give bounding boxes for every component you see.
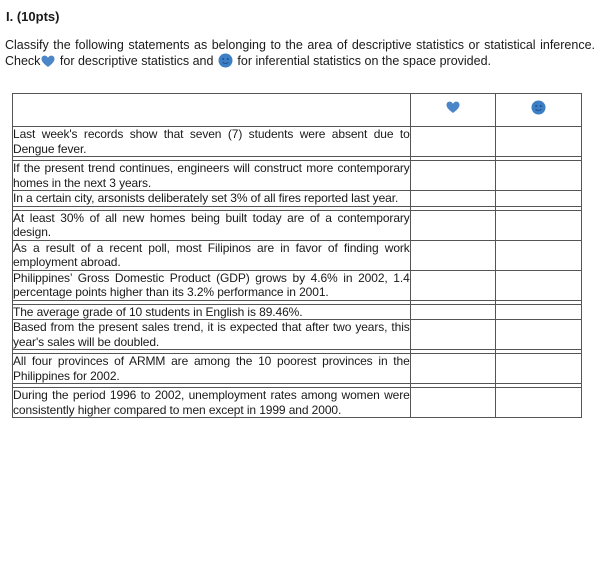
descriptive-answer-cell[interactable]	[410, 240, 495, 270]
table-row	[13, 127, 582, 157]
instructions-part2: for descriptive statistics and	[56, 54, 217, 68]
heart-icon	[446, 101, 460, 114]
statement-text: The average grade of 10 students in English is 89.46%.	[13, 304, 411, 320]
statement-text: If the present trend continues, engineers will construct more contemporary homes in the next 3 years.	[13, 161, 410, 190]
statement-text: Based from the present sales trend, it is expected that after two years, this year's sales will be doubled.	[13, 320, 410, 349]
statement-text: At least 30% of all new homes being built today are of a contemporary design.	[13, 210, 410, 239]
table-row	[13, 191, 582, 207]
table-header-row	[13, 94, 582, 127]
statement-text: In a certain city, arsonists deliberately set 3% of all fires reported last year.	[13, 191, 411, 207]
statement-text: During the period 1996 to 2002, unemployment rates among women were consistently higher compared to men except in 1999 and 2000.	[13, 388, 410, 417]
instructions	[5, 37, 595, 72]
statement-header-cell	[13, 94, 411, 127]
descriptive-answer-cell[interactable]	[410, 161, 495, 191]
inferential-answer-cell[interactable]	[495, 161, 581, 191]
table-row	[13, 354, 582, 384]
section-title: I. (10pts)	[6, 9, 60, 24]
statement-text: Last week's records show that seven (7) students were absent due to Dengue fever.	[13, 127, 410, 156]
descriptive-answer-cell[interactable]	[410, 320, 495, 350]
table-row	[13, 320, 582, 350]
instructions-part1: Classify the following statements as belonging to the area of descriptive statistics or statistical inference. Check	[5, 38, 595, 68]
inferential-answer-cell[interactable]	[495, 304, 581, 320]
inferential-answer-cell[interactable]	[495, 191, 581, 207]
smiley-face-icon	[531, 100, 546, 115]
inferential-header-cell	[495, 94, 581, 127]
inferential-answer-cell[interactable]	[495, 210, 581, 240]
smiley-face-icon	[218, 53, 233, 72]
instructions-part3: for inferential statistics on the space provided.	[233, 54, 492, 68]
table-row	[13, 270, 582, 300]
inferential-answer-cell[interactable]	[495, 320, 581, 350]
descriptive-answer-cell[interactable]	[410, 191, 495, 207]
heart-icon	[41, 55, 55, 72]
descriptive-answer-cell[interactable]	[410, 270, 495, 300]
descriptive-answer-cell[interactable]	[410, 127, 495, 157]
classification-table	[12, 93, 582, 418]
table-row	[13, 304, 582, 320]
descriptive-answer-cell[interactable]	[410, 354, 495, 384]
descriptive-answer-cell[interactable]	[410, 210, 495, 240]
statement-text: All four provinces of ARMM are among the 10 poorest provinces in the Philippines for 2002.	[13, 354, 410, 383]
inferential-answer-cell[interactable]	[495, 240, 581, 270]
descriptive-answer-cell[interactable]	[410, 388, 495, 418]
descriptive-header-cell	[410, 94, 495, 127]
statement-text: As a result of a recent poll, most Filipinos are in favor of finding work employment abroad.	[13, 240, 410, 269]
inferential-answer-cell[interactable]	[495, 354, 581, 384]
table-row	[13, 161, 582, 191]
statement-text: Philippines’ Gross Domestic Product (GDP) grows by 4.6% in 2002, 1.4 percentage points higher than its 3.2% performance in 2001.	[13, 270, 410, 299]
inferential-answer-cell[interactable]	[495, 127, 581, 157]
table-row	[13, 210, 582, 240]
inferential-answer-cell[interactable]	[495, 270, 581, 300]
inferential-answer-cell[interactable]	[495, 388, 581, 418]
table-row	[13, 240, 582, 270]
descriptive-answer-cell[interactable]	[410, 304, 495, 320]
table-row	[13, 388, 582, 418]
